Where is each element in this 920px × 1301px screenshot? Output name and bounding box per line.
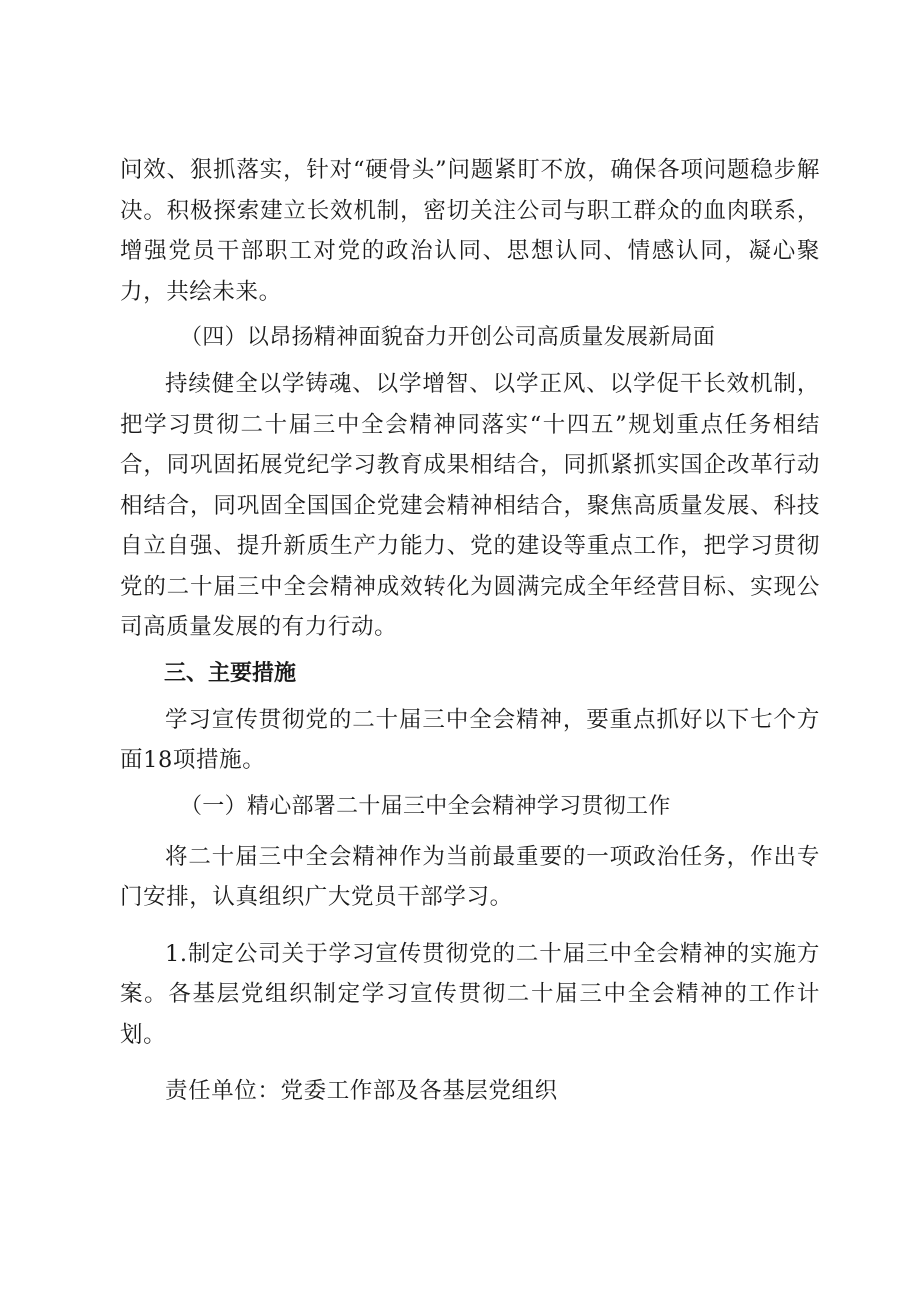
chapter-heading-main-measures: 三、主要措施 <box>164 660 297 686</box>
paragraph-long-term-mechanism: 持续健全以学铸魂、以学增智、以学正风、以学促干长效机制，把学习贯彻二十届三中全会精神同落实“十四五”规划重点任务相结合，同巩固拓展党纪学习教育成果相结合，同抓紧抓实国企改革行动相结合，同巩固全国国企党建会精神相结合，聚焦高质量发展、科技自立自强、提升新质生产力能力、党的建设等重点工作，把学习贯彻党的二十届三中全会精神成效转化为圆满完成全年经营目标、实现公司高质量发展的有力行动。 <box>120 371 820 640</box>
paragraph-responsible-unit: 责任单位：党委工作部及各基层党组织 <box>165 1078 558 1104</box>
section-heading-4: （四）以昂扬精神面貌奋力开创公司高质量发展新局面 <box>180 325 716 350</box>
document-body <box>120 150 820 1112</box>
paragraph-political-task: 将二十届三中全会精神作为当前最重要的一项政治任务，作出专门安排，认真组织广大党员干部学习。 <box>120 843 820 910</box>
paragraph-measures-intro: 学习宣传贯彻党的二十届三中全会精神，要重点抓好以下七个方面18项措施。 <box>120 706 820 773</box>
paragraph-measure-1: 1.制定公司关于学习宣传贯彻党的二十届三中全会精神的实施方案。各基层党组织制定学习宣传贯彻二十届三中全会精神的工作计划。 <box>120 940 820 1048</box>
section-heading-1: （一）精心部署二十届三中全会精神学习贯彻工作 <box>180 793 671 819</box>
paragraph-continuation: 问效、狠抓落实，针对“硬骨头”问题紧盯不放，确保各项问题稳步解决。积极探索建立长效机制，密切关注公司与职工群众的血肉联系，增强党员干部职工对党的政治认同、思想认同、情感认同，凝心聚力，共绘未来。 <box>120 157 820 305</box>
